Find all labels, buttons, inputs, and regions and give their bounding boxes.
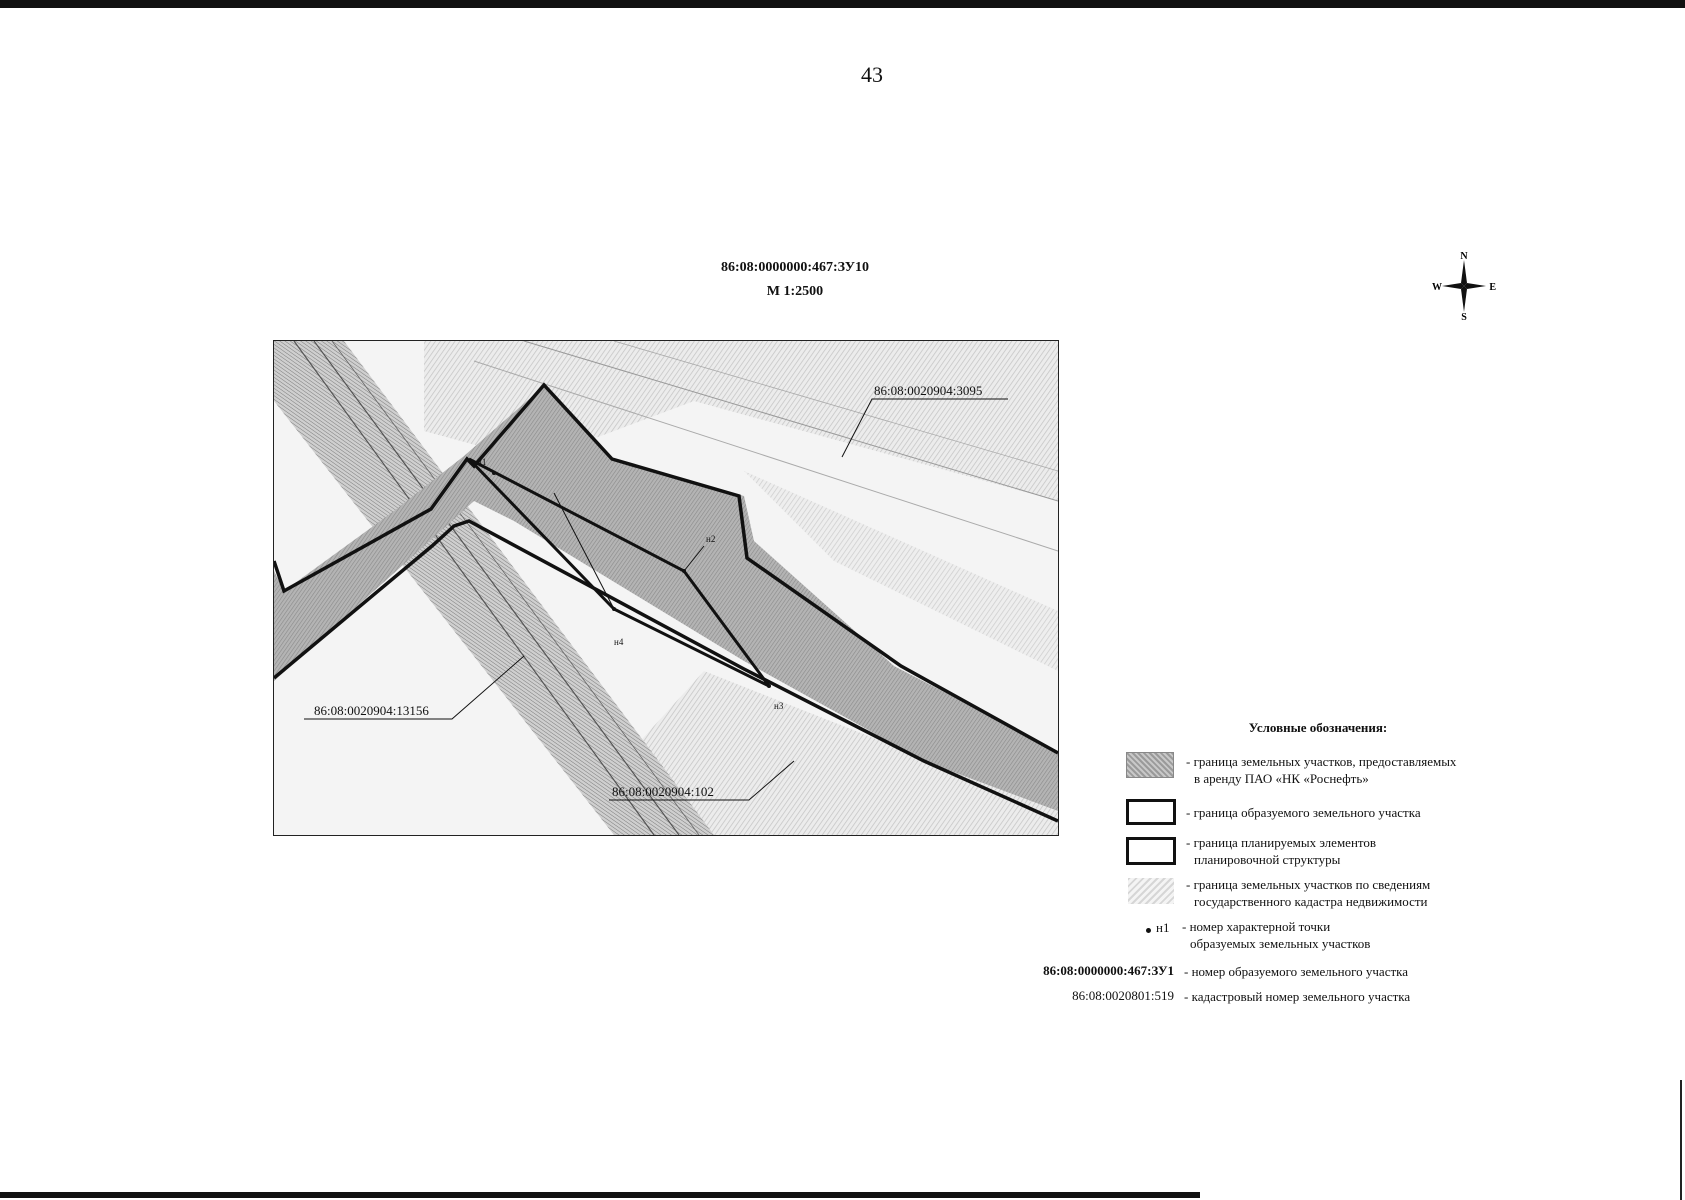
point-n2-label: н2 [706,534,716,544]
legend-formed-parcel-line1: - граница образуемого земельного участка [1186,805,1421,820]
map-frame [273,340,1059,836]
parcel-label-3095: 86:08:0020904:3095 [874,383,983,398]
map-title: 86:08:0000000:467:ЗУ10 [721,260,869,275]
top-border [0,0,1685,8]
parcel-label-13156: 86:08:0020904:13156 [314,703,429,718]
point-n1-label: н1 [477,457,487,467]
point-n1-marker [492,471,496,475]
legend-item-cadastre [1186,876,1526,910]
legend-cadastral-number-key: 86:08:0020801:519 [1072,988,1174,1003]
bottom-border [0,1192,1200,1198]
legend-point-dot-icon [1146,928,1151,933]
legend-cadastre-line1: - граница земельных участков по сведениям [1186,877,1431,892]
compass-north: N [1460,252,1468,262]
cadastral-map [274,341,1058,835]
point-n4-label: н4 [614,637,624,647]
legend-swatch-lease [1126,752,1174,778]
legend-point-key: н1 [1156,920,1170,935]
legend-item-cadastral-number [1184,988,1524,1005]
legend-item-lease [1186,753,1526,787]
legend-lease-line1: - граница земельных участков, предоставляемых [1186,754,1457,769]
legend-planned-line2: планировочной структуры [1194,852,1341,867]
point-n3-label: н3 [774,701,784,711]
page-number: 43 [861,62,883,87]
legend-item-formed-number [1184,963,1524,980]
legend-swatch-cadastre [1128,878,1174,904]
legend-item-point [1182,918,1522,952]
legend-cadastral-number-line1: - кадастровый номер земельного участка [1184,989,1411,1004]
legend-swatch-formed-parcel [1126,799,1176,825]
legend-planned-line1: - граница планируемых элементов [1186,835,1377,850]
map-scale: М 1:2500 [766,284,824,299]
legend-item-planned [1186,834,1526,868]
point-n2-marker [682,569,686,573]
map-title-block [690,256,900,304]
point-n4-marker [612,607,616,611]
legend-lease-line2: в аренду ПАО «НК «Роснефть» [1194,771,1369,786]
right-edge-line [1680,1080,1682,1200]
point-n3-marker [767,684,771,688]
legend-point-line1: - номер характерной точки [1182,919,1331,934]
compass-east: E [1489,282,1496,293]
compass-rose-icon [1430,252,1498,320]
compass-south: S [1461,312,1467,320]
parcel-label-102: 86:08:0020904:102 [612,784,714,799]
legend-formed-number-key: 86:08:0000000:467:ЗУ1 [1043,963,1174,978]
legend-cadastre-line2: государственного кадастра недвижимости [1194,894,1428,909]
compass-west: W [1432,282,1442,293]
legend-swatch-planned [1126,837,1176,865]
legend-point-line2: образуемых земельных участков [1190,936,1371,951]
legend-title: Условные обозначения: [1248,720,1388,735]
legend-formed-number-line1: - номер образуемого земельного участка [1184,964,1409,979]
legend-item-formed-parcel [1186,804,1526,821]
